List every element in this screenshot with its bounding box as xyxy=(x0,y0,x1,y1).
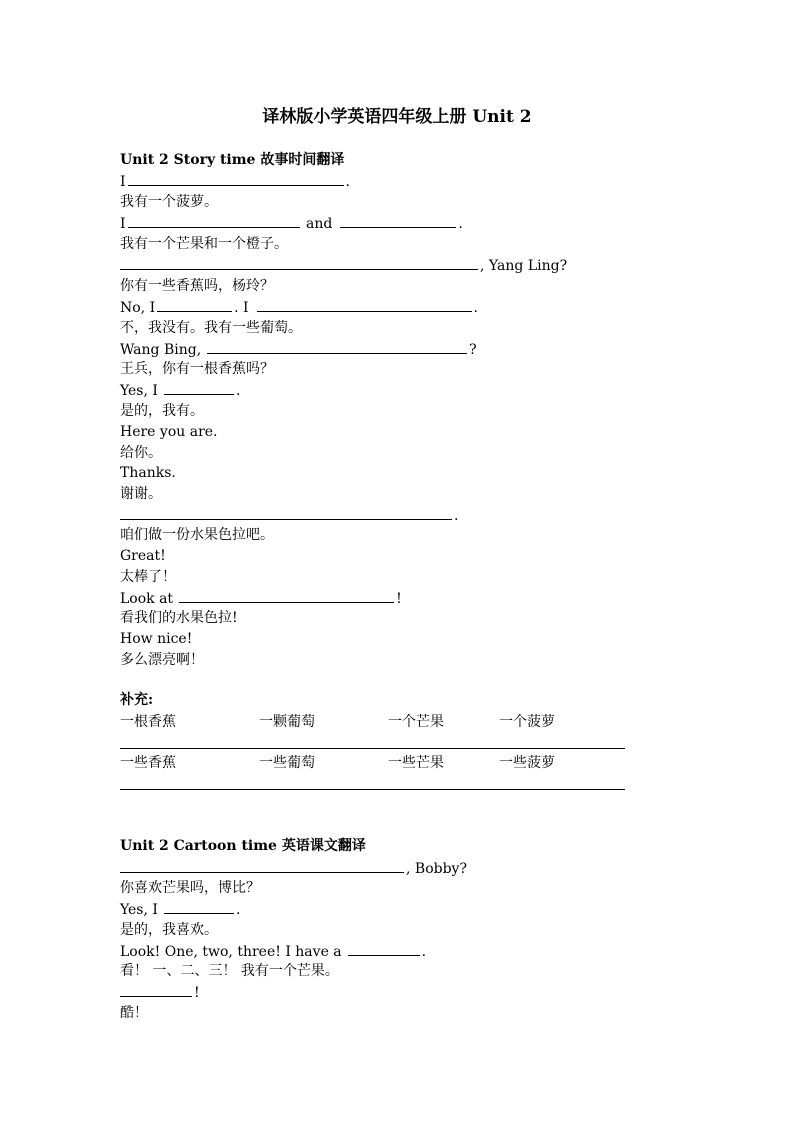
answer-blank[interactable] xyxy=(257,297,472,312)
cartoon-line-2: 你喜欢芒果吗，博比？ xyxy=(120,880,260,896)
story-line-14: 给你。 xyxy=(120,445,162,461)
story-line-17: . xyxy=(120,505,458,525)
answer-blank[interactable] xyxy=(128,213,300,228)
answer-blank[interactable] xyxy=(120,858,404,873)
story-line-16: 谢谢。 xyxy=(120,486,162,502)
story-line-13: Here you are. xyxy=(120,424,218,440)
supplement-item: 一些葡萄 xyxy=(259,755,315,771)
answer-rule[interactable] xyxy=(120,748,625,749)
story-line-19: Great! xyxy=(120,548,166,564)
supplement-item: 一些菠萝 xyxy=(499,755,555,771)
story-line-11: Yes, I . xyxy=(120,380,240,400)
story-heading: Unit 2 Story time 故事时间翻译 xyxy=(120,152,345,168)
story-line-5: , Yang Ling? xyxy=(120,255,567,275)
answer-blank[interactable] xyxy=(207,339,467,354)
story-line-12: 是的，我有。 xyxy=(120,403,204,419)
answer-blank[interactable] xyxy=(157,297,232,312)
supplement-item: 一个菠萝 xyxy=(499,714,555,730)
story-line-2: 我有一个菠萝。 xyxy=(120,194,218,210)
supplement-item: 一根香蕉 xyxy=(120,714,176,730)
answer-blank[interactable] xyxy=(120,255,478,270)
supplement-item: 一些香蕉 xyxy=(120,755,176,771)
answer-blank[interactable] xyxy=(164,380,234,395)
story-line-1: I . xyxy=(120,171,350,191)
story-line-21: Look at ! xyxy=(120,588,402,608)
answer-blank[interactable] xyxy=(179,588,394,603)
cartoon-heading: Unit 2 Cartoon time 英语课文翻译 xyxy=(120,838,366,854)
answer-blank[interactable] xyxy=(340,213,456,228)
story-line-4: 我有一个芒果和一个橙子。 xyxy=(120,236,288,252)
cartoon-line-4: 是的，我喜欢。 xyxy=(120,922,218,938)
cartoon-line-5: Look! One, two, three! I have a . xyxy=(120,941,426,961)
story-line-7: No, I . I . xyxy=(120,297,478,317)
cartoon-line-7: ! xyxy=(120,982,200,1002)
answer-blank[interactable] xyxy=(164,899,234,914)
supplement-item: 一些芒果 xyxy=(388,755,444,771)
supplement-item: 一颗葡萄 xyxy=(259,714,315,730)
answer-rule[interactable] xyxy=(120,789,625,790)
story-line-22: 看我们的水果色拉! xyxy=(120,610,238,626)
story-line-23: How nice! xyxy=(120,631,193,647)
story-line-6: 你有一些香蕉吗，杨玲？ xyxy=(120,278,274,294)
answer-blank[interactable] xyxy=(120,505,452,520)
cartoon-line-8: 酷！ xyxy=(120,1005,148,1021)
story-line-9: Wang Bing, ? xyxy=(120,339,477,359)
cartoon-line-1: , Bobby? xyxy=(120,858,467,878)
story-line-10: 王兵，你有一根香蕉吗？ xyxy=(120,361,274,377)
supplement-heading: 补充: xyxy=(120,692,154,708)
story-line-20: 太棒了！ xyxy=(120,569,176,585)
cartoon-line-3: Yes, I . xyxy=(120,899,240,919)
story-line-24: 多么漂亮啊！ xyxy=(120,652,204,668)
story-line-3: I and . xyxy=(120,213,463,233)
page-title: 译林版小学英语四年级上册 Unit 2 xyxy=(262,107,532,127)
answer-blank[interactable] xyxy=(348,941,420,956)
answer-blank[interactable] xyxy=(128,171,344,186)
story-line-8: 不，我没有。我有一些葡萄。 xyxy=(120,320,302,336)
cartoon-line-6: 看！ 一、二、三！ 我有一个芒果。 xyxy=(120,963,339,979)
supplement-item: 一个芒果 xyxy=(388,714,444,730)
story-line-18: 咱们做一份水果色拉吧。 xyxy=(120,527,274,543)
answer-blank[interactable] xyxy=(120,982,192,997)
story-line-15: Thanks. xyxy=(120,465,176,481)
